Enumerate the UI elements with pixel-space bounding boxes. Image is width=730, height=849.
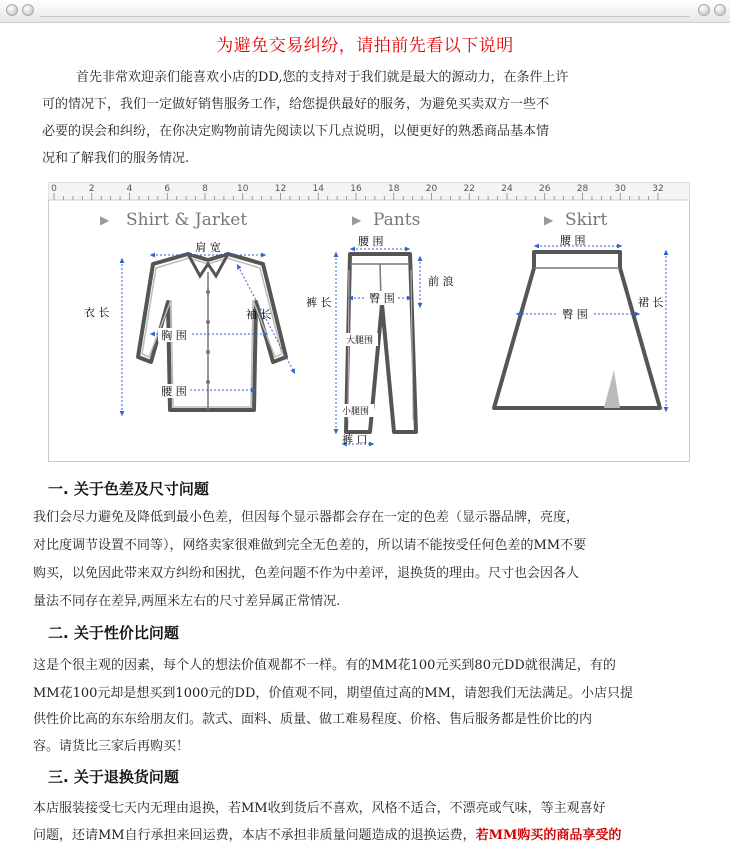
section-heading: 二. 关于性价比问题 [48,624,179,642]
waist-label: 腰 围 [560,234,586,247]
bullet-icon: ▶ [544,213,554,227]
ruler-tick-label: 22 [463,184,475,194]
hem-label: 裤 口 [342,433,368,446]
bullet-icon: ▶ [352,213,362,227]
section-text: 问题，还请MM自行承担来回运费，本店不承担非质量问题造成的退换运费， [33,828,476,843]
ruler-tick-label: 32 [652,184,664,194]
ruler-tick-label: 16 [350,184,362,194]
divider [40,16,690,17]
shoulder-label: 肩 宽 [195,241,221,254]
ruler-tick-label: 0 [51,184,57,194]
ruler-tick-label: 30 [614,184,626,194]
sleeve-label: 袖 长 [246,308,272,321]
chest-label: 胸 围 [161,329,187,342]
section-line: 本店服装接受七天内无理由退换，若MM收到货后不喜欢，风格不适合，不漂亮或气味，等主观喜好 [33,801,606,816]
length-label: 裤 长 [306,296,332,309]
pin-icon [698,4,710,16]
ruler-tick-label: 14 [312,184,324,194]
section-line: 我们会尽力避免及降低到最小色差，但因每个显示器都会存在一定的色差（显示器品牌，亮度， [33,510,580,525]
waist-label: 腰 围 [358,235,384,248]
ruler-tick-label: 8 [202,184,208,194]
front-rise-label: 前 浪 [428,275,454,288]
skirt-title: Skirt [565,210,608,230]
ruler-tick-label: 24 [501,184,513,194]
waist-label: 腰 围 [161,385,187,398]
button-icon [206,350,210,354]
section-line: 购买，以免因此带来双方纠纷和困扰，色差问题不作为中差评，退换货的理由。尺寸也会因各人 [33,566,580,581]
ruler-tick-label: 28 [576,184,589,194]
pin-icon [6,4,18,16]
ruler [48,182,690,200]
calf-label: 小腿围 [342,407,370,417]
section-line: 供性价比高的东东给朋友们。款式、面料、质量、做工难易程度、价格、售后服务都是性价比的内 [33,712,593,727]
section-heading: 一. 关于色差及尺寸问题 [48,480,209,498]
section-line: 这是个很主观的因素，每个人的想法价值观都不一样。有的MM花100元买到80元DD就很满足，有的 [33,658,616,673]
top-decorative-bar [0,0,730,23]
ruler-tick-label: 6 [164,184,171,194]
thigh-label: 大腿围 [346,336,374,346]
pin-icon [714,4,726,16]
intro-line: 可的情况下，我们一定做好销售服务工作，给您提供最好的服务，为避免买卖双方一些不 [42,97,550,112]
ruler-tick-label: 10 [237,184,249,194]
highlight-text: 若MM购买的商品享受的 [475,828,622,843]
button-icon [206,380,210,384]
ruler-tick-label: 18 [388,184,400,194]
hip-label: 臀 围 [369,292,395,305]
intro-line: 首先非常欢迎亲们能喜欢小店的DD,您的支持对于我们就是最大的源动力，在条件上许 [76,70,569,85]
section-line: 量法不同存在差异,两厘米左右的尺寸差异属正常情况. [33,594,341,609]
section-line: MM花100元却是想买到1000元的DD，价值观不同，期望值过高的MM，请恕我们无法满足。小店只提 [33,686,633,701]
button-icon [206,290,210,294]
section-line [33,822,621,849]
pin-icon [22,4,34,16]
section-line: 容。请货比三家后再购买！ [33,739,190,754]
section-heading: 三. 关于退换货问题 [48,768,179,786]
length-label: 裙 长 [638,296,664,309]
button-icon [206,320,210,324]
ruler-tick-label: 12 [274,184,287,194]
length-label: 衣 长 [84,306,110,319]
hip-label: 臀 围 [562,308,588,321]
intro-line: 必要的误会和纠纷，在你决定购物前请先阅读以下几点说明，以便更好的熟悉商品基本情 [42,124,550,139]
page-title: 为避免交易纠纷，请拍前先看以下说明 [216,36,514,56]
intro-line: 况和了解我们的服务情况. [42,151,190,166]
size-chart-diagram [48,182,690,462]
ruler-tick-label: 4 [126,184,133,194]
ruler-tick-label: 26 [539,184,551,194]
pants-title: Pants [373,210,421,230]
bullet-icon: ▶ [100,213,110,227]
section-line: 对比度调节设置不同等），网络卖家很难做到完全无色差的，所以请不能按受任何色差的MM不要 [33,538,587,553]
ruler-tick-label: 20 [425,184,438,194]
shirt-title: Shirt & Jarket [126,210,248,230]
ruler-tick-label: 2 [88,184,95,194]
